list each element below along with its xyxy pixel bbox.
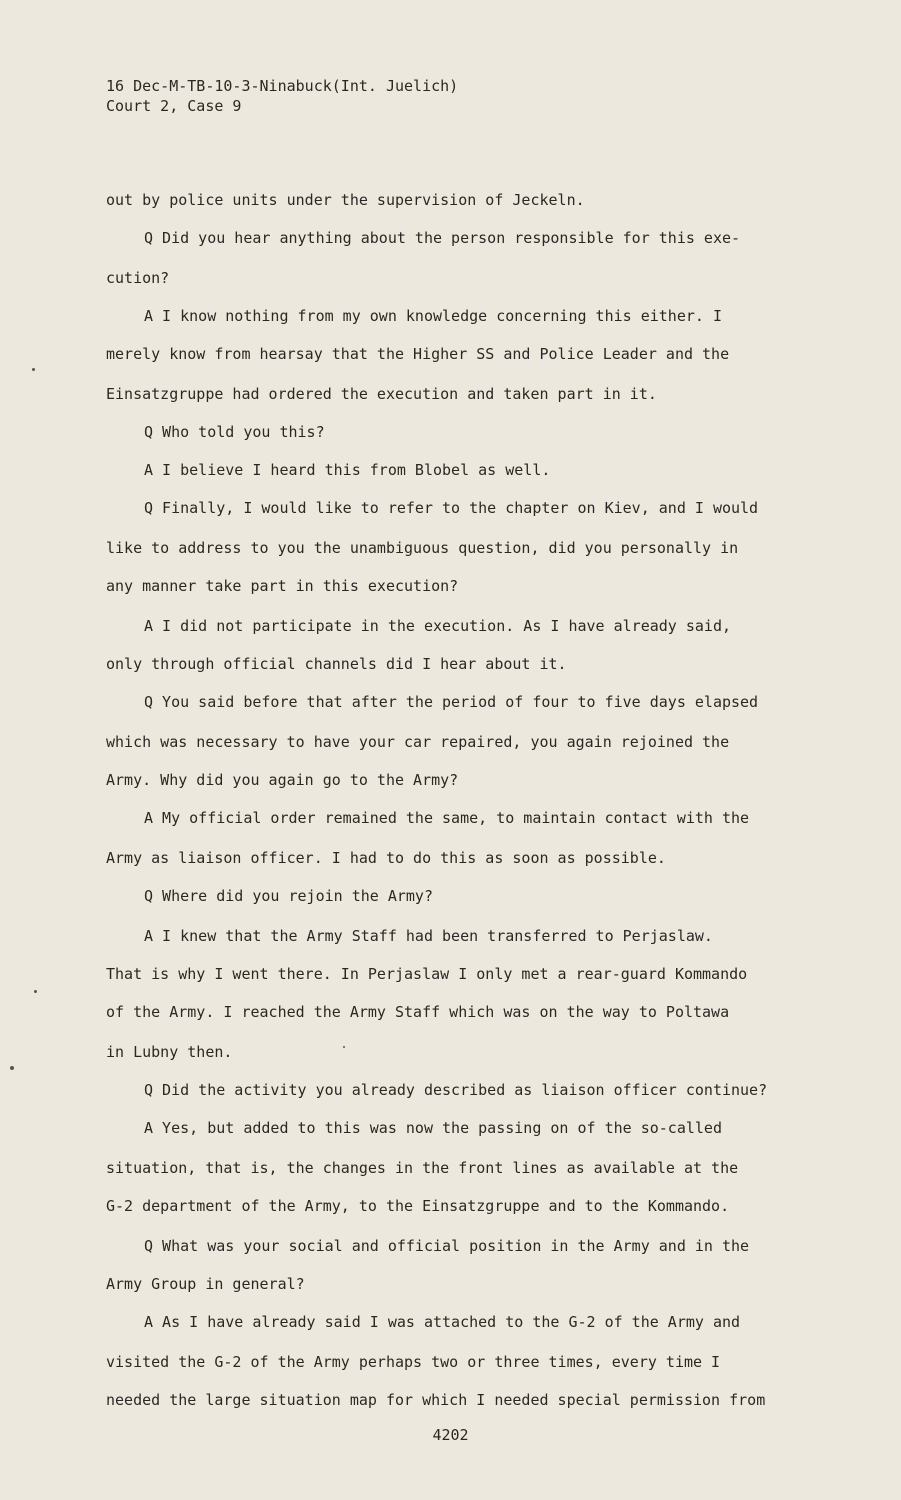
header-court-case: Court 2, Case 9 (106, 97, 242, 115)
transcript-line: any manner take part in this execution? (106, 577, 459, 595)
transcript-line: Q You said before that after the period of four to five days elapsed (144, 693, 759, 711)
transcript-line: Q Finally, I would like to refer to the chapter on Kiev, and I would (144, 499, 759, 517)
transcript-line: Q Did you hear anything about the person responsible for this exe- (144, 229, 741, 247)
transcript-line: Army Group in general? (106, 1275, 305, 1293)
transcript-line: A I believe I heard this from Blobel as well. (144, 461, 551, 479)
transcript-line: Q What was your social and official position in the Army and in the (144, 1237, 750, 1255)
transcript-line: in Lubny then. (106, 1043, 233, 1061)
transcript-line: like to address to you the unambiguous question, did you personally in (106, 539, 739, 557)
transcript-line: needed the large situation map for which I needed special permission from (106, 1391, 766, 1409)
transcript-line: A As I have already said I was attached to the G-2 of the Army and (144, 1313, 741, 1331)
transcript-line: G-2 department of the Army, to the Einsatzgruppe and to the Kommando. (106, 1197, 730, 1215)
transcript-line: Einsatzgruppe had ordered the execution and taken part in it. (106, 385, 657, 403)
transcript-line: only through official channels did I hear about it. (106, 655, 567, 673)
paper-speck (343, 1046, 345, 1048)
transcript-line: Q Who told you this? (144, 423, 325, 441)
transcript-line: Q Did the activity you already described as liaison officer continue? (144, 1081, 768, 1099)
paper-speck (32, 368, 35, 371)
transcript-line: A I know nothing from my own knowledge concerning this either. I (144, 307, 722, 325)
transcript-line: That is why I went there. In Perjaslaw I only met a rear-guard Kommando (106, 965, 748, 983)
paper-speck (34, 990, 37, 993)
transcript-line: A I knew that the Army Staff had been transferred to Perjaslaw. (144, 927, 713, 945)
transcript-line: which was necessary to have your car repaired, you again rejoined the (106, 733, 730, 751)
header-case-reference: 16 Dec-M-TB-10-3-Ninabuck(Int. Juelich) (106, 77, 459, 95)
transcript-line: Army. Why did you again go to the Army? (106, 771, 459, 789)
document-header (106, 76, 458, 116)
page-number: 4202 (432, 1426, 469, 1444)
transcript-line: visited the G-2 of the Army perhaps two or three times, every time I (106, 1353, 721, 1371)
transcript-line: situation, that is, the changes in the front lines as available at the (106, 1159, 739, 1177)
transcript-line: A Yes, but added to this was now the passing on of the so-called (144, 1119, 722, 1137)
transcript-line: A I did not participate in the execution. As I have already said, (144, 617, 731, 635)
transcript-line: Q Where did you rejoin the Army? (144, 887, 433, 905)
transcript-line: merely know from hearsay that the Higher SS and Police Leader and the (106, 345, 730, 363)
transcript-line: cution? (106, 269, 170, 287)
paper-speck (10, 1066, 14, 1070)
transcript-line: of the Army. I reached the Army Staff which was on the way to Poltawa (106, 1003, 730, 1021)
transcript-line: A My official order remained the same, to maintain contact with the (144, 809, 750, 827)
transcript-line: out by police units under the supervision of Jeckeln. (106, 191, 585, 209)
transcript-line: Army as liaison officer. I had to do this as soon as possible. (106, 849, 666, 867)
